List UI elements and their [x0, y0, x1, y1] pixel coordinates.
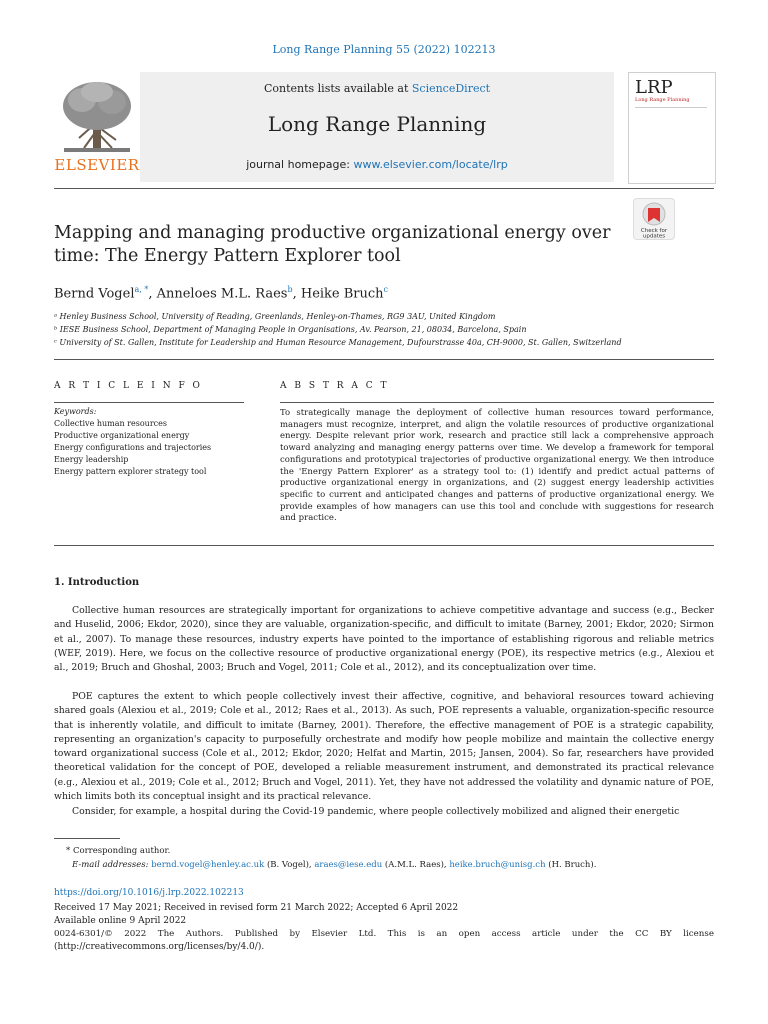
license-text: 0024-6301/© 2022 The Authors. Published by Elsevier Ltd. This is an open access article under the CC BY license	[54, 929, 714, 939]
intro-paragraph: POE captures the extent to which people collectively invest their affective, cognitive, and behavioral resources toward achieving shared goals (Alexiou et al., 2019; Cole et al., 2012; Raes et al., 2013). As such, POE represents a valuable, organization-specific resource that is inherently volatile, and difficult to imitate (Barney, 2001). Therefore, the effective management of POE is a strategic capability, representing an organization's capacity to purposefully orchestrate and modify how people mobilize and maintain the collective energy toward organizational success (Cole et al., 2012; Ekdor, 2020; Helfat and Martin, 2015; Jansen, 2004). So far, researchers have provided theoretical validation for the concept of POE, developed a reliable measurement instrument, and demonstrated its practical relevance (e.g., Alexiou et al., 2019; Cole et al., 2012; Bruch and Vogel, 2011). Yet, they have not addressed the volatility and dynamic nature of POE, which limits both its conceptual insight and its practical relevance.	[54, 691, 714, 803]
cover-subtitle: Long Range Planning	[635, 97, 690, 103]
email-link[interactable]: araes@iese.edu	[314, 860, 383, 870]
corresponding-author-note: * Corresponding author.	[66, 846, 171, 856]
paper-title: Mapping and managing productive organizational energy over time: The Energy Pattern Explorer tool	[54, 223, 611, 266]
intro-paragraph: Consider, for example, a hospital during the Covid-19 pandemic, where people collectively mobilized and aligned their energetic	[72, 806, 680, 817]
email-owner: (H. Bruch).	[545, 860, 597, 870]
cover-abbrev: LRP	[635, 77, 673, 98]
article-info-rule	[54, 402, 244, 403]
section-heading-introduction: 1. Introduction	[54, 577, 140, 588]
keyword: Energy configurations and trajectories	[54, 443, 212, 452]
homepage-prefix: journal homepage:	[246, 158, 354, 171]
check-for-updates-icon	[634, 199, 674, 239]
check-for-updates-button[interactable]	[633, 198, 675, 240]
affiliation: ᵇ IESE Business School, Department of Managing People in Organisations, Av. Pearson, 21, 08034, Barcelona, Spain	[54, 325, 527, 334]
abstract-heading: A B S T R A C T	[280, 381, 389, 391]
email-owner: (A.M.L. Raes),	[382, 860, 450, 870]
doi-link[interactable]: https://doi.org/10.1016/j.lrp.2022.102213	[54, 888, 244, 898]
author-sup[interactable]: c	[383, 285, 389, 294]
available-online: Available online 9 April 2022	[54, 916, 187, 926]
email-link[interactable]: bernd.vogel@henley.ac.uk	[151, 860, 265, 870]
keywords-label: Keywords:	[54, 407, 97, 416]
affiliation: ᶜ University of St. Gallen, Institute for Leadership and Human Resource Management, Dufourstrasse 40a, CH-9000, St. Gallen, Switzerland	[54, 338, 622, 347]
contents-line	[140, 82, 614, 95]
abstract-bottom-rule	[54, 545, 714, 546]
abstract-rule	[280, 402, 714, 403]
license-url: (http://creativecommons.org/licenses/by/4.0/).	[54, 942, 265, 952]
author-sup[interactable]: b	[287, 285, 293, 294]
homepage-link[interactable]: www.elsevier.com/locate/lrp	[353, 158, 508, 171]
article-info-heading: A R T I C L E I N F O	[54, 381, 203, 391]
homepage-line	[140, 158, 614, 171]
received-dates: Received 17 May 2021; Received in revised form 21 March 2022; Accepted 6 April 2022	[54, 903, 459, 913]
affiliation-rule	[54, 359, 714, 360]
keyword: Collective human resources	[54, 419, 167, 428]
emails-label: E-mail addresses:	[72, 860, 152, 870]
abstract-text: To strategically manage the deployment of collective human resources toward performance, managers must recognize, interpret, and align the volatile resources of productive organizational energy. Despite relevant prior work, research and practice still lack a comprehensive approach toward analyzing and managing energy patterns over time. We develop a framework for temporal configurations and prototypical trajectories of productive organizational energy. We then introduce the 'Energy Pattern Explorer' as a strategy tool to: (1) identify and predict actual patterns of productive organizational energy in organizations, and (2) suggest energy leadership activities specific to current and anticipated changes and patterns of productive organizational energy. We provide examples of how managers can use this tool and conclude with suggestions for research and practice.	[280, 408, 714, 524]
journal-title: Long Range Planning	[267, 112, 487, 136]
svg-text:Check for: Check for	[640, 228, 668, 234]
svg-text:updates: updates	[642, 233, 666, 239]
keyword: Productive organizational energy	[54, 431, 190, 440]
header-rule	[54, 188, 714, 189]
author-name: Bernd Vogel	[54, 286, 135, 302]
author-name: Anneloes M.L. Raes	[156, 286, 288, 302]
author-name: Heike Bruch	[300, 286, 384, 302]
keyword: Energy leadership	[54, 455, 129, 464]
email-link[interactable]: heike.bruch@unisg.ch	[449, 860, 546, 870]
keyword: Energy pattern explorer strategy tool	[54, 467, 207, 476]
author-list: Bernd Vogel$^{a, *}$, Anneloes M.L. Raes$^b$, Heike Bruch$^c$	[54, 285, 389, 302]
affiliation: ᵃ Henley Business School, University of Reading, Greenlands, Henley-on-Thames, RG9 3AU, United Kingdom	[54, 312, 496, 321]
email-addresses	[72, 860, 596, 870]
author-sup[interactable]: a, *	[134, 285, 149, 294]
email-owner: (B. Vogel),	[264, 860, 315, 870]
cover-divider	[635, 107, 707, 108]
intro-paragraph: Collective human resources are strategically important for organizations to achieve competitive advantage and success (e.g., Becker and Huselid, 2006; Ekdor, 2020), since they are valuable, organization-specific, and difficult to imitate (Barney, 2001; Ekdor, 2020; Sirmon et al., 2007). To manage these resources, industry experts have pointed to the importance of establishing rigorous and reliable metrics (WEF, 2019). Here, we focus on the collective resource of productive organizational energy (POE), its respective metrics (e.g., Alexiou et al., 2019; Bruch and Ghoshal, 2003; Bruch and Vogel, 2011; Cole et al., 2012), and its conceptualization over time.	[54, 605, 714, 674]
elsevier-wordmark: ELSEVIER	[54, 156, 140, 174]
sciencedirect-link[interactable]: ScienceDirect	[411, 82, 491, 95]
contents-prefix: Contents lists available at	[263, 82, 412, 95]
journal-citation[interactable]: Long Range Planning 55 (2022) 102213	[272, 43, 496, 56]
footnote-rule	[54, 838, 120, 839]
journal-banner	[140, 72, 614, 182]
journal-cover-thumbnail[interactable]	[628, 72, 716, 184]
